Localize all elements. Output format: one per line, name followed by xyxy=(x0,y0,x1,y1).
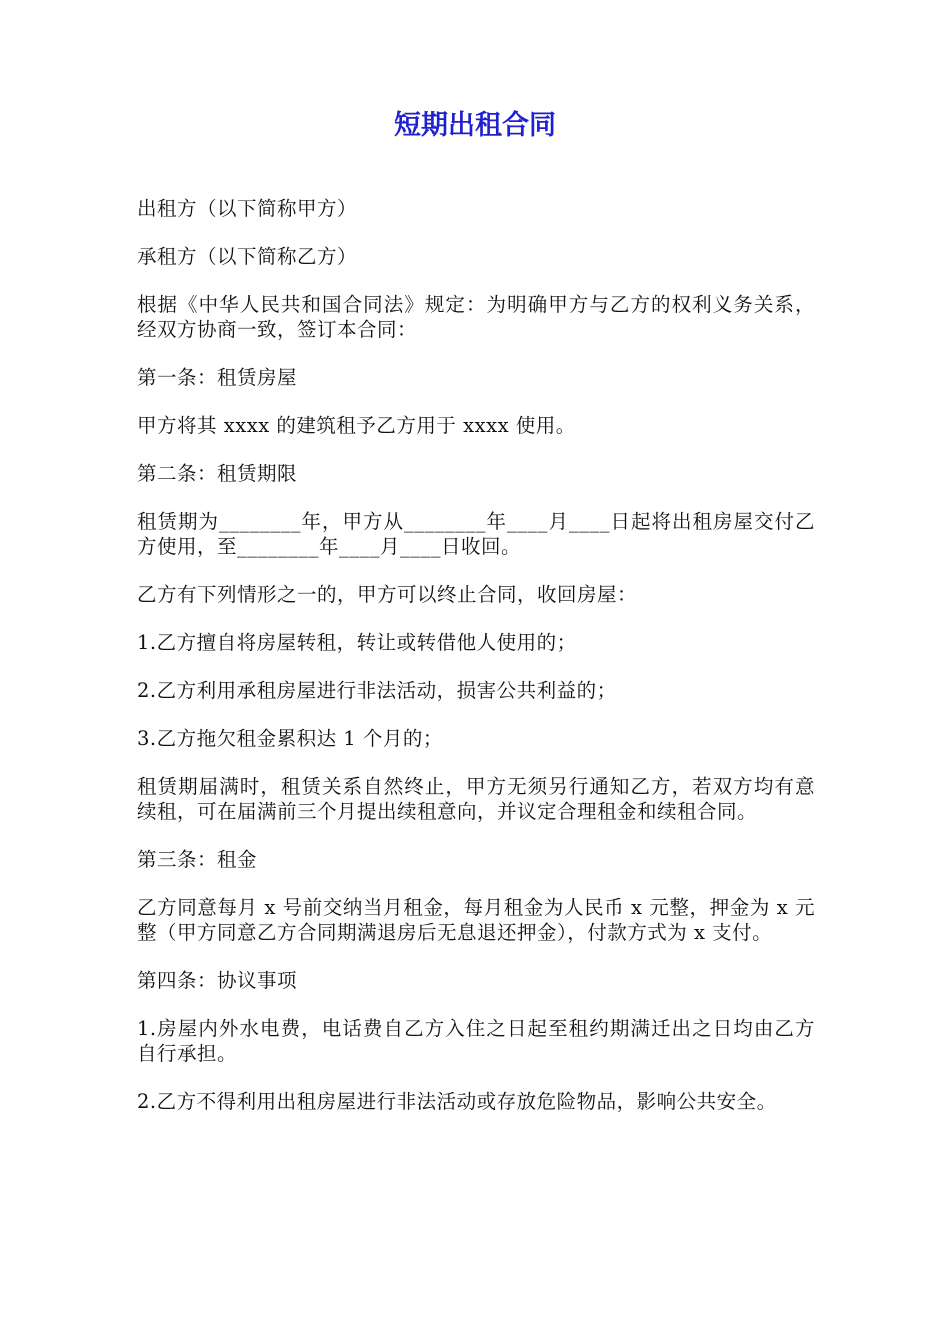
paragraph-lease-term: 租赁期为________年，甲方从________年____月____日起将出租房屋交付乙方使用，至________年____月____日收回。 xyxy=(137,510,815,558)
document-body xyxy=(137,196,815,1137)
paragraph-rent: 乙方同意每月 x 号前交纳当月租金，每月租金为人民币 x 元整，押金为 x 元整（甲方同意乙方合同期满退房后无息退还押金），付款方式为 x 支付。 xyxy=(137,896,815,944)
heading-article-3: 第三条：租金 xyxy=(137,848,258,871)
paragraph-lease-expiry: 租赁期届满时，租赁关系自然终止，甲方无须另行通知乙方，若双方均有意续租，可在届满前三个月提出续租意向，并议定合理租金和续租合同。 xyxy=(137,775,815,823)
paragraph-termination-intro: 乙方有下列情形之一的，甲方可以终止合同，收回房屋： xyxy=(137,583,638,606)
paragraph-article-1: 甲方将其 xxxx 的建筑租予乙方用于 xxxx 使用。 xyxy=(137,414,576,437)
list-item-agreement-1: 1.房屋内外水电费，电话费自乙方入住之日起至租约期满迁出之日均由乙方自行承担。 xyxy=(137,1017,815,1065)
list-item-termination-1: 1.乙方擅自将房屋转租，转让或转借他人使用的； xyxy=(137,631,577,654)
paragraph-lessor: 出租方（以下简称甲方） xyxy=(137,197,358,220)
document-title: 短期出租合同 xyxy=(394,110,556,141)
heading-article-2: 第二条：租赁期限 xyxy=(137,462,298,485)
heading-article-4: 第四条：协议事项 xyxy=(137,969,298,992)
heading-article-1: 第一条：租赁房屋 xyxy=(137,366,298,389)
paragraph-lessee: 承租方（以下简称乙方） xyxy=(137,245,358,268)
list-item-termination-2: 2.乙方利用承租房屋进行非法活动，损害公共利益的； xyxy=(137,679,617,702)
list-item-agreement-2: 2.乙方不得利用出租房屋进行非法活动或存放危险物品，影响公共安全。 xyxy=(137,1090,777,1113)
paragraph-preamble: 根据《中华人民共和国合同法》规定：为明确甲方与乙方的权利义务关系，经双方协商一致，签订本合同： xyxy=(137,293,815,341)
list-item-termination-3: 3.乙方拖欠租金累积达 1 个月的； xyxy=(137,727,443,750)
